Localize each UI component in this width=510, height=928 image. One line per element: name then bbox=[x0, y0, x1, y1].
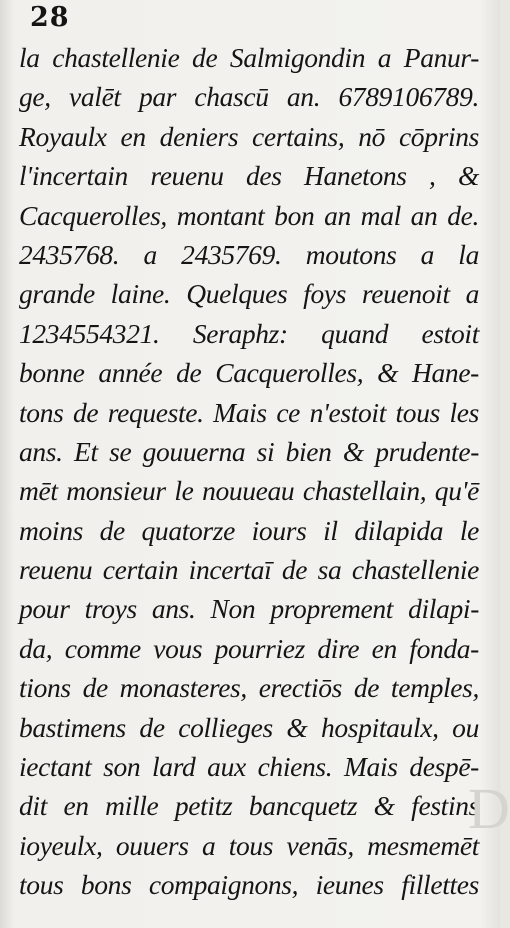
text-line: tous bons compaignons, ieunes fillettes bbox=[19, 869, 479, 901]
text-line: dit en mille petitz bancquetz & festins bbox=[19, 790, 479, 822]
text-line: moins de quatorze iours il dilapida le bbox=[19, 514, 479, 546]
page-number: 28 bbox=[30, 2, 70, 33]
text-line: ge, valēt par chascū an. 6789106789. bbox=[19, 81, 479, 113]
text-line: Royaulx en deniers certains, nō cōprins bbox=[19, 120, 479, 152]
text-line: grande laine. Quelques foys reuenoit a bbox=[19, 278, 479, 310]
text-line: reuenu certain incertaī de sa chastellenie bbox=[19, 554, 479, 586]
text-line: pour troys ans. Non proprement dilapi- bbox=[19, 593, 479, 625]
text-line: ans. Et se gouuerna si bien & prudente- bbox=[19, 435, 479, 467]
text-line: 2435768. a 2435769. moutons a la bbox=[19, 238, 479, 270]
text-line: tons de requeste. Mais ce n'estoit tous les bbox=[19, 396, 479, 428]
text-line: bonne année de Cacquerolles, & Hane- bbox=[19, 357, 479, 389]
text-line: 1234554321. Seraphz: quand estoit bbox=[19, 317, 479, 349]
text-line: la chastellenie de Salmigondin a Panur- bbox=[19, 42, 479, 73]
text-block bbox=[19, 38, 479, 905]
text-line: l'incertain reuenu des Hanetons , & bbox=[19, 160, 479, 192]
text-line: da, comme vous pourriez dire en fonda- bbox=[19, 632, 479, 664]
ink-show-through: D bbox=[468, 776, 510, 841]
text-line: ioyeulx, ouuers a tous venās, mesmemēt bbox=[19, 829, 479, 861]
text-line: bastimens de collieges & hospitaulx, ou bbox=[19, 711, 479, 743]
text-line: iectant son lard aux chiens. Mais despē- bbox=[19, 751, 479, 783]
text-line: tions de monasteres, erectiōs de temples, bbox=[19, 672, 479, 704]
text-line: Cacquerolles, montant bon an mal an de. bbox=[19, 199, 479, 231]
text-line: mēt monsieur le nouueau chastellain, qu'ē bbox=[19, 475, 479, 507]
